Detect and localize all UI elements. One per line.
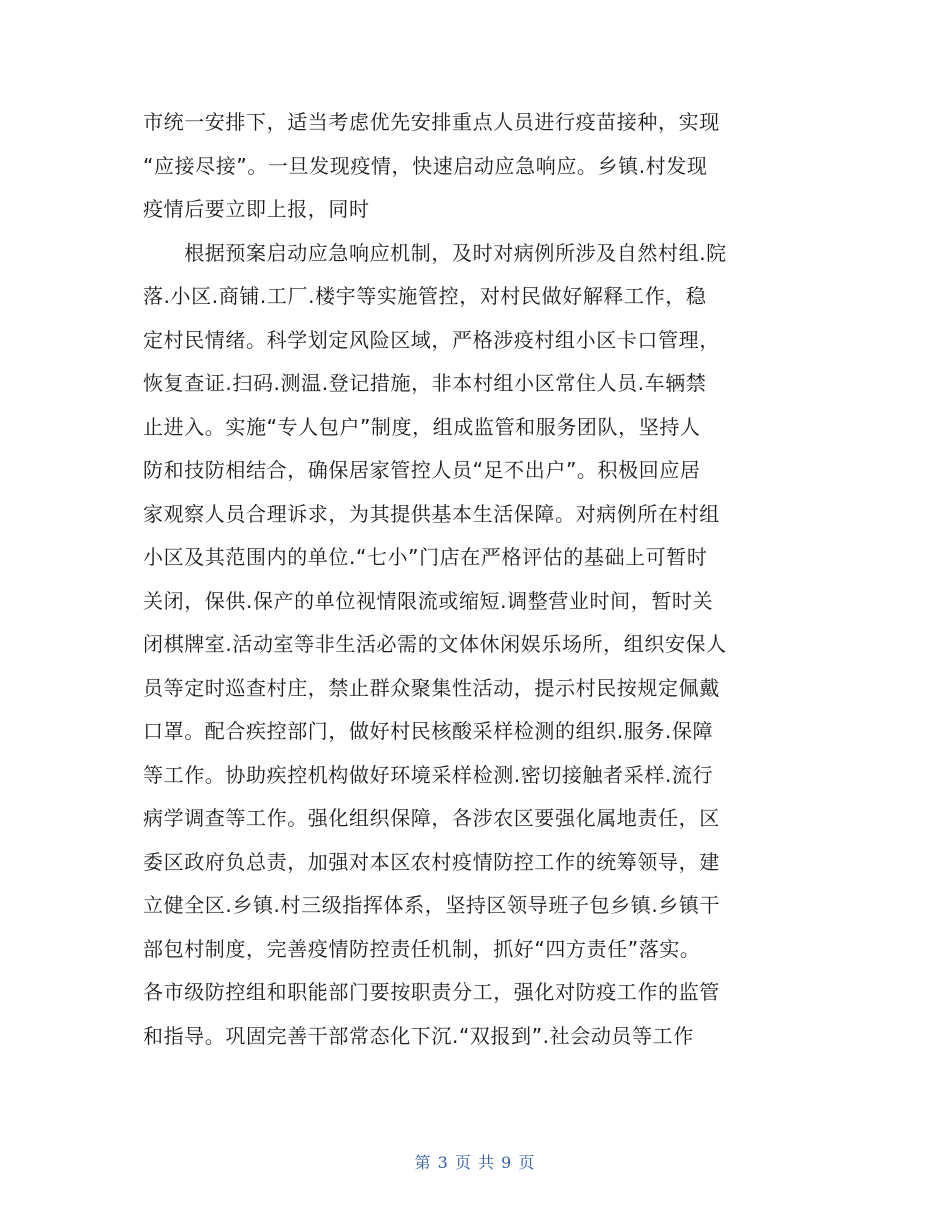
text-line: 病学调查等工作。强化组织保障，各涉农区要强化属地责任，区: [143, 806, 720, 830]
body-text: [143, 101, 808, 1058]
text-line: 部包村制度，完善疫情防控责任机制，抓好“四方责任”落实。: [143, 936, 701, 961]
text-line: 闭棋牌室.活动室等非生活必需的文体休闲娱乐场所，组织安保人: [143, 632, 727, 656]
text-line: 委区政府负总责，加强对本区农村疫情防控工作的统筹领导，建: [143, 849, 720, 874]
page-number: 第 3 页 共 9 页: [414, 1153, 536, 1172]
text-line: 各市级防控组和职能部门要按职责分工，强化对防疫工作的监管: [143, 980, 720, 1004]
text-line: 家观察人员合理诉求，为其提供基本生活保障。对病例所在村组: [143, 501, 720, 526]
text-line: 口罩。配合疾控部门，做好村民核酸采样检测的组织.服务.保障: [143, 719, 714, 743]
text-line: 员等定时巡查村庄，禁止群众聚集性活动，提示村民按规定佩戴: [143, 675, 720, 700]
text-line: 立健全区.乡镇.村三级指挥体系，坚持区领导班子包乡镇.乡镇干: [143, 893, 721, 917]
text-line: 小区及其范围内的单位.“七小”门店在严格评估的基础上可暂时: [143, 545, 708, 569]
text-line: “应接尽接”。一旦发现疫情，快速启动应急响应。乡镇.村发现: [143, 153, 708, 178]
text-line: 疫情后要立即上报，同时: [143, 197, 370, 221]
text-line: 根据预案启动应急响应机制，及时对病例所涉及自然村组.院: [143, 240, 727, 265]
text-line: 关闭，保供.保产的单位视情限流或缩短.调整营业时间，暂时关: [143, 588, 714, 613]
text-line: 等工作。协助疾控机构做好环境采样检测.密切接触者采样.流行: [143, 762, 714, 787]
text-line: 防和技防相结合，确保居家管控人员“足不出户”。积极回应居: [143, 458, 701, 482]
text-line: 和指导。巩固完善干部常态化下沉.“双报到”.社会动员等工作: [143, 1023, 694, 1048]
text-line: 落.小区.商铺.工厂.楼宇等实施管控，对村民做好解释工作，稳: [143, 284, 707, 308]
text-line: 定村民情绪。科学划定风险区域，严格涉疫村组小区卡口管理，: [143, 327, 720, 352]
text-line: 恢复查证.扫码.测温.登记措施，非本村组小区常住人员.车辆禁: [143, 371, 707, 395]
text-line: 止进入。实施“专人包户”制度，组成监管和服务团队，坚持人: [143, 414, 701, 439]
text-line: 市统一安排下，适当考虑优先安排重点人员进行疫苗接种，实现: [143, 110, 720, 134]
